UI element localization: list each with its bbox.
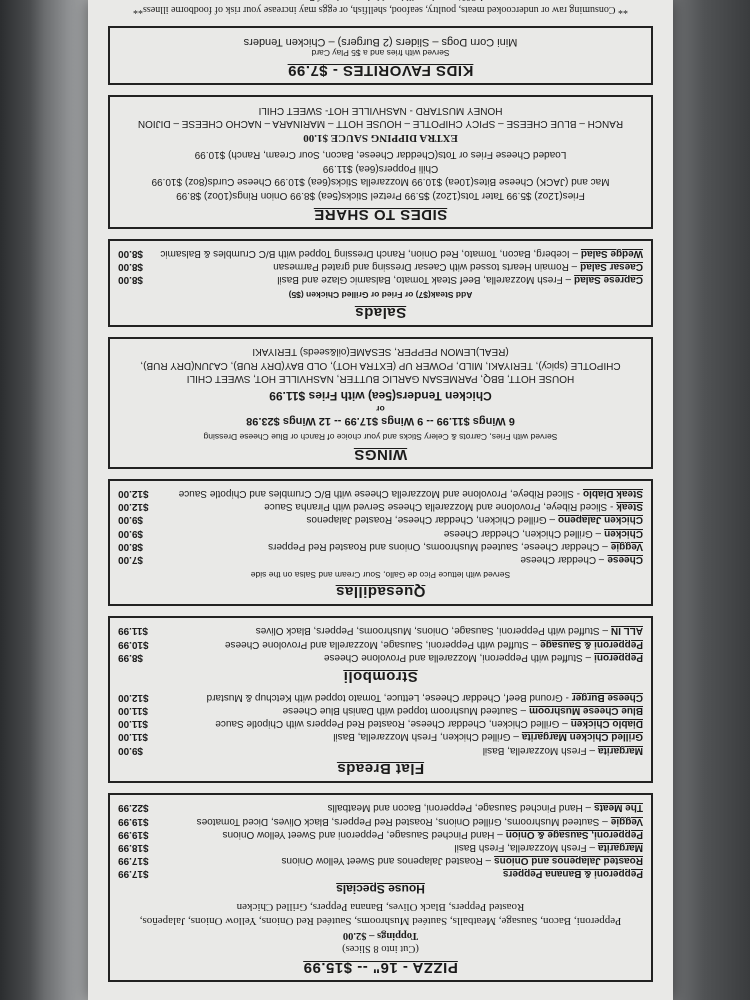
- sides-line-2: Mac and (JACK) Cheese Bites(10ea) $10.99 Mozzarella Sticks(6ea) $10.99 Cheese Curds(8oz) $10.99: [151, 176, 610, 188]
- wings-title: WINGS: [353, 445, 408, 463]
- item-desc: – Stuffed with Pepperoni, Sausage, Mozzarella and Provolone Cheese: [224, 638, 538, 650]
- menu-item: [118, 704, 643, 717]
- menu-item: [118, 651, 643, 664]
- item-price: $8.00: [118, 260, 144, 272]
- menu-item: [118, 828, 643, 841]
- wings-tenders: Chicken Tenders(5ea) with Fries $11.99: [269, 389, 492, 404]
- item-desc: – Hand Pinched Sausage, Pepperoni, Bacon and Meatballs: [327, 802, 592, 814]
- item-price: $7.00: [118, 553, 144, 565]
- item-desc: – Fresh Mozzarella, Beef Steak Tomato, Balsamic Glaze and Basil: [277, 274, 572, 286]
- menu-item: [118, 801, 643, 814]
- menu-item: [118, 814, 643, 827]
- sides-section: [108, 95, 653, 229]
- menu-item: [118, 526, 643, 539]
- menu-item: [118, 743, 643, 756]
- item-name: Veggie: [610, 815, 643, 827]
- item-desc: - Sliced Ribeye, Provolone and Mozzarella Cheese Served with Piranha Sauce: [264, 501, 614, 513]
- item-name: Cheese Burger: [571, 691, 643, 703]
- item-desc: – Fresh Mozzarella, Fresh Basil: [454, 842, 595, 854]
- item-price: $17.99: [118, 855, 149, 867]
- wings-sauces-3: (REAL)LEMON PEPPER, SESAME(oil&seeds) TERIYAKI: [252, 346, 509, 358]
- menu-item: [118, 513, 643, 526]
- item-price: $8.00: [118, 540, 144, 552]
- item-price: $8.00: [118, 274, 144, 286]
- item-name: The Meats: [594, 802, 643, 814]
- wings-or: or: [376, 403, 385, 414]
- item-price: $9.00: [118, 744, 144, 756]
- item-desc: – Grilled Chicken, Cheddar Cheese: [443, 527, 602, 539]
- item-name: Blue Cheese Mushroom: [529, 704, 643, 716]
- item-price: $19.99: [118, 828, 149, 840]
- item-name: Pepperoni: [594, 651, 643, 663]
- dipping-line-2: HONEY MUSTARD - NASHVILLE HOT- SWEET CHILI: [258, 104, 503, 116]
- wings-note: Served with Fries, Carrots & Celery Sticks and your choice of Ranch or Blue Cheese Dressing: [203, 432, 558, 443]
- pizza-section: [108, 793, 653, 982]
- item-name: Caprese Salad: [574, 274, 643, 286]
- item-desc: – Sauteed Mushrooms, Grilled Onions, Roasted Red Peppers, Black Olives, Diced Tomatoes: [196, 815, 608, 827]
- flatbreads-title: Flat Breads: [336, 760, 425, 778]
- wings-counts: 6 Wings $11.99 -- 9 Wings $17.99 -- 12 Wings $23.98: [246, 415, 515, 428]
- item-name: Steak Diablo: [582, 487, 643, 499]
- item-desc: – Hand Pinched Sausage, Pepperoni and Sweet Yellow Onions: [222, 828, 503, 840]
- item-desc: – Sauteed Mushroom topped with Danish Blue Cheese: [282, 704, 527, 716]
- menu-item: [118, 540, 643, 553]
- item-name: Caesar Salad: [580, 260, 643, 272]
- item-price: $9.00: [118, 514, 144, 526]
- sides-line-1: Fries(12oz) $5.99 Tater Tots(12oz) $5.99 Pretzel Sticks(5ea) $8.99 Onion Rings(10oz) $8.99: [176, 189, 585, 201]
- item-desc: – Stuffed with Pepperoni, Mozzarella and Provolone Cheese: [323, 651, 592, 663]
- item-name: Margarita: [597, 744, 643, 756]
- item-name: Cheese: [607, 553, 643, 565]
- item-desc: – Iceberg, Bacon, Tomato, Red Onion, Ranch Dressing Topped with B/C Crumbles & Balsamic: [160, 247, 578, 259]
- menu-item: [118, 624, 643, 637]
- kids-note: Served with fries and a $5 Play Card: [311, 48, 450, 59]
- menu-item: [118, 247, 643, 260]
- item-price: $9.00: [118, 527, 144, 539]
- sides-line-4: Loaded Cheese Fries or Tots(Cheddar Cheese, Bacon, Sour Cream, Ranch) $10.99: [194, 149, 567, 161]
- sides-line-3: Chili Poppers(6ea) $11.99: [322, 162, 439, 174]
- item-price: $11.99: [118, 625, 149, 637]
- item-name: Grilled Chicken Margarita: [521, 731, 643, 743]
- item-price: $22.99: [118, 802, 149, 814]
- wings-section: [108, 337, 653, 469]
- toppings-price: Toppings – $2.00: [342, 930, 419, 942]
- item-desc: – Cheddar Cheese: [520, 553, 605, 565]
- item-name: Margarita: [597, 842, 643, 854]
- menu-item: [118, 717, 643, 730]
- item-name: Chicken: [604, 527, 643, 539]
- item-price: $8.99: [118, 651, 144, 663]
- item-desc: – Cheddar Cheese, Sauteed Mushrooms, Onions and Roasted Red Peppers: [268, 540, 608, 552]
- item-name: Steak: [616, 501, 643, 513]
- salads-title: Salads: [354, 303, 407, 321]
- item-name: Diablo Chicken: [570, 718, 643, 730]
- item-price: $11.00: [118, 731, 149, 743]
- item-price: $10.99: [118, 638, 149, 650]
- item-name: Pepperoni & Banana Peppers: [502, 868, 643, 880]
- menu-item: [118, 867, 643, 880]
- menu-item: [118, 691, 643, 704]
- item-desc: – Grilled Chicken, Fresh Mozzarella, Basil: [333, 731, 519, 743]
- item-price: $18.99: [118, 842, 149, 854]
- item-price: $11.00: [118, 718, 149, 730]
- house-specials-heading: House Specials: [336, 882, 425, 897]
- dipping-heading: EXTRA DIPPING SAUCE $1.00: [303, 131, 458, 144]
- item-desc: – Roasted Jalapenos and Sweet Yellow Onions: [281, 855, 492, 867]
- pizza-title: PIZZA - 16" -- $15.99: [303, 959, 458, 976]
- item-desc: - Sliced Ribeye, Provolone and Mozzarella Cheese with B/C Crumbles and Chipotle Sauce: [178, 487, 580, 499]
- kids-items: Mini Corn Dogs – Sliders (2 Burgers) – Chicken Tenders: [243, 35, 518, 48]
- stromboli-title: Stromboli: [343, 667, 418, 685]
- item-desc: – Grilled Chicken, Cheddar Cheese, Roasted Red Peppers with Chipotle Sauce: [215, 718, 568, 730]
- item-price: $12.00: [118, 487, 149, 499]
- item-desc: – Stuffed with Pepperoni, Sausage, Onions, Mushrooms, Peppers, Black Olives: [255, 625, 608, 637]
- item-desc: – Romain Hearts tossed with Caesar Dressing and grated Parmesan: [273, 260, 578, 272]
- item-name: Roasted Jalapenos and Onions: [494, 855, 643, 867]
- menu-item: [118, 273, 643, 286]
- item-price: $11.00: [118, 704, 149, 716]
- wings-sauces-2: CHIPOTLE (spicy), TERIYAKI, MILD, POWER UP (EXTRA HOT), OLD BAY(DRY RUB), CAJUN(DRY RUB),: [140, 359, 621, 371]
- item-name: ALL IN: [610, 625, 643, 637]
- item-desc: – Grilled Chicken, Cheddar Cheese, Roasted Jalapenos: [306, 514, 555, 526]
- dipping-line-1: RANCH – BLUE CHEESE – SPICY CHIPOTLE – HOUSE HOTT – MARINARA – NACHO CHEESE – DIJION: [137, 118, 624, 130]
- quesadillas-section: [108, 479, 653, 607]
- kids-title: KIDS FAVORITES - $7.99: [287, 62, 474, 80]
- item-price: $17.99: [118, 868, 149, 880]
- item-price: $12.00: [118, 691, 149, 703]
- wings-sauces-1: HOUSE HOTT, BBQ, PARMESAN GARLIC BUTTER, NASHVILLE HOT, SWEET CHILI: [186, 373, 575, 385]
- toppings-list: Pepperoni, Bacon, Sausage, Meatballs, Sautéed Mushrooms, Sautéed Red Onions, Yellow Onions, Jalapeños, Roasted Peppers, Black Olives, Banana Peppers, Grilled Chicken: [139, 900, 622, 927]
- item-name: Pepperoni, Sausage & Onion: [505, 828, 643, 840]
- kids-section: [108, 26, 653, 85]
- menu-sheet: [88, 0, 673, 1000]
- item-price: $12.00: [118, 501, 149, 513]
- item-desc: – Fresh Mozzarella, Basil: [482, 744, 595, 756]
- menu-item: [118, 260, 643, 273]
- menu-item: [118, 854, 643, 867]
- menu-item: [118, 637, 643, 650]
- item-name: Veggie: [610, 540, 643, 552]
- menu-item: [118, 553, 643, 566]
- item-name: Wedge Salad: [580, 247, 643, 259]
- item-price: $19.99: [118, 815, 149, 827]
- flatbreads-section: [108, 616, 653, 783]
- salads-note: Add Steak($7) or Fried or Grilled Chicken ($5): [288, 289, 473, 300]
- pizza-subtitle: (Cut into 8 Slices): [342, 943, 419, 955]
- item-desc: - Ground Beef, Cheddar Cheese, Lettuce, Tomato topped with Ketchup & Mustard: [206, 691, 569, 703]
- disclaimer-line-1: ** Consuming raw or undercooked meats, poultry, seafood, shellfish, or eggs may increase your risk of foodborne illness**: [132, 3, 629, 15]
- menu-item: [118, 841, 643, 854]
- menu-item: [118, 730, 643, 743]
- item-name: Pepperoni & Sausage: [540, 638, 643, 650]
- quesadillas-note: Served with lettuce Pico de Gallo, Sour Cream and Salsa on the side: [250, 569, 511, 580]
- item-name: Chicken Jalapeno: [557, 514, 643, 526]
- menu-item: [118, 487, 643, 500]
- item-price: $8.00: [118, 247, 144, 259]
- menu-item: [118, 500, 643, 513]
- salads-section: [108, 239, 653, 327]
- sides-title: SIDES TO SHARE: [313, 205, 448, 223]
- quesadillas-title: Quesadillas: [335, 583, 426, 601]
